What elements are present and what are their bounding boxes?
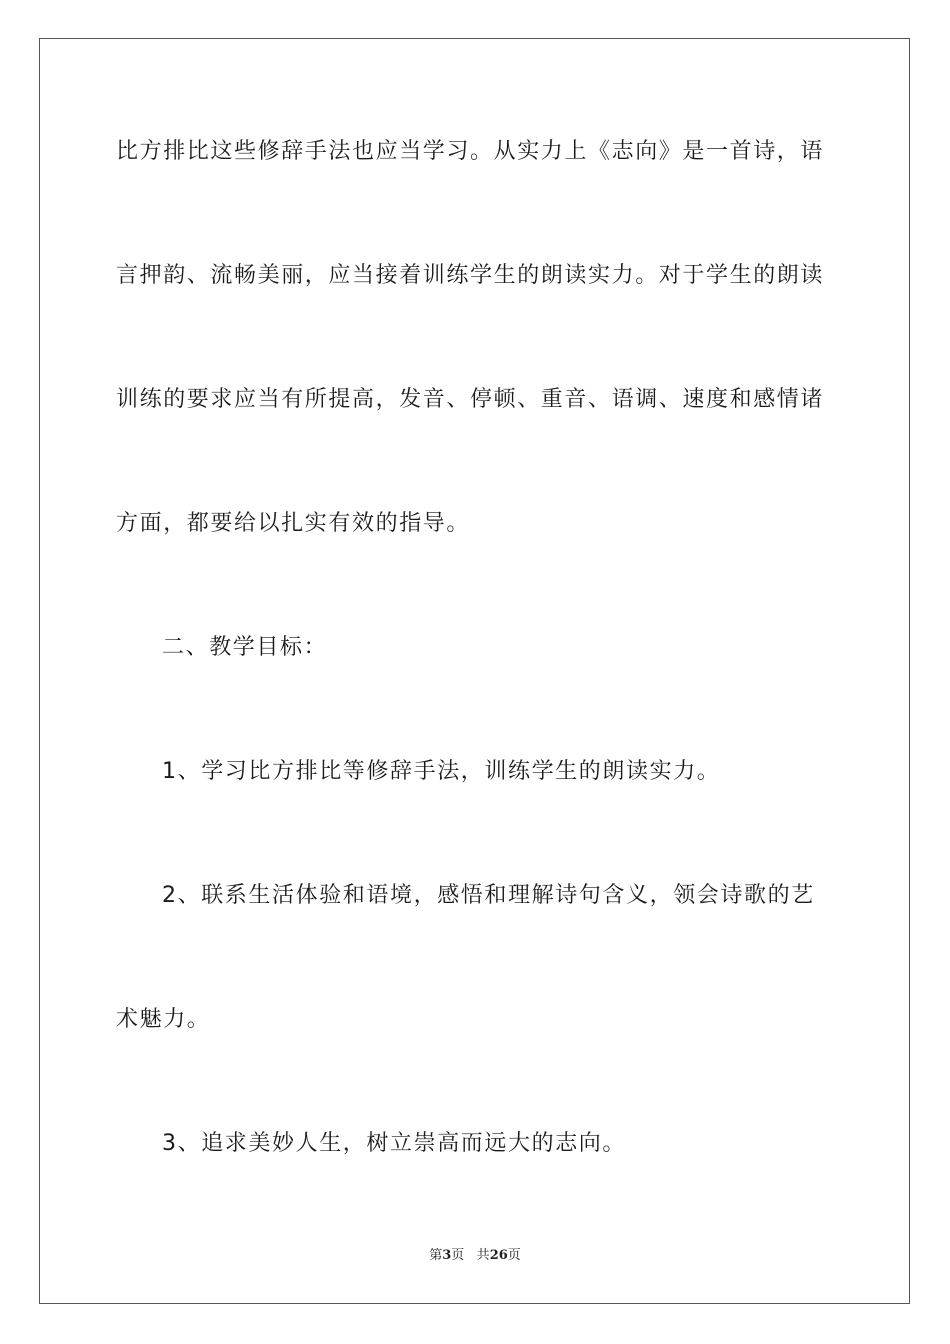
paragraph-line-1: 比方排比这些修辞手法也应当学习。从实力上《志向》是一首诗，语 <box>116 139 825 164</box>
page-border <box>39 38 910 1304</box>
page-number: 3 <box>442 1248 452 1263</box>
page-footer <box>0 1248 950 1264</box>
paragraph-line-2: 言押韵、流畅美丽，应当接着训练学生的朗读实力。对于学生的朗读 <box>116 263 825 288</box>
paragraph-line-3: 训练的要求应当有所提高，发音、停顿、重音、语调、速度和感情诸 <box>116 387 825 412</box>
total-prefix: 共 <box>476 1248 490 1263</box>
total-suffix: 页 <box>507 1248 521 1263</box>
page-suffix: 页 <box>451 1248 465 1263</box>
total-pages: 26 <box>489 1248 508 1263</box>
objective-item-3: 3、追求美妙人生，树立崇高而远大的志向。 <box>162 1131 626 1156</box>
objective-item-2-continued: 术魅力。 <box>116 1007 211 1032</box>
paragraph-line-4: 方面，都要给以扎实有效的指导。 <box>116 511 471 536</box>
section-heading-objectives: 二、教学目标： <box>162 635 328 660</box>
page-prefix: 第 <box>429 1248 443 1263</box>
objective-item-1: 1、学习比方排比等修辞手法，训练学生的朗读实力。 <box>162 759 721 784</box>
objective-item-2: 2、联系生活体验和语境，感悟和理解诗句含义，领会诗歌的艺 <box>162 883 815 908</box>
